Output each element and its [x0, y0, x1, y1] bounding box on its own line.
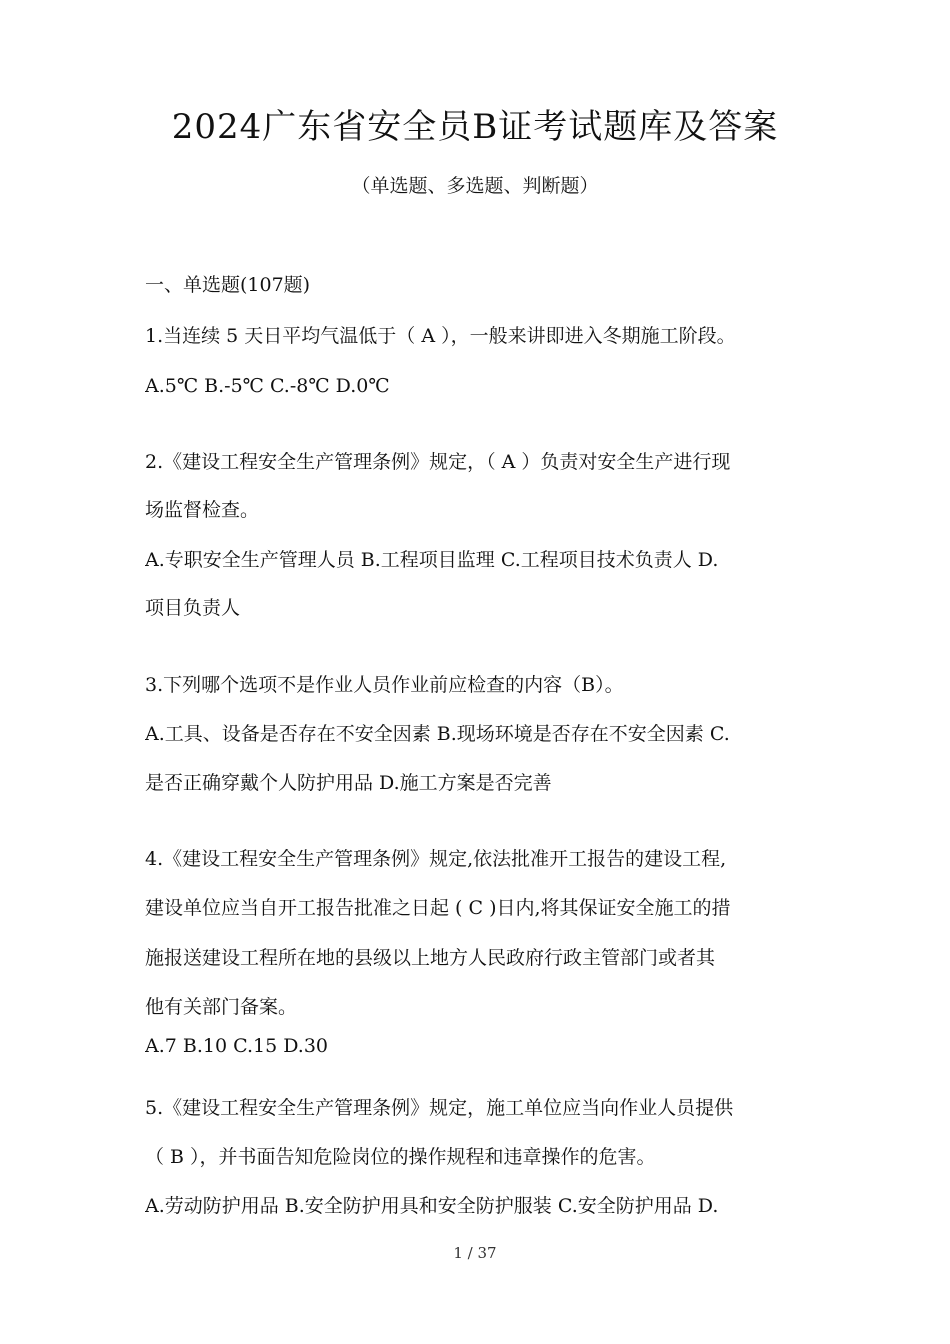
question-4-text-cont-2: 施报送建设工程所在地的县级以上地方人民政府行政主管部门或者其 [145, 947, 716, 969]
question-3-text: 3.下列哪个选项不是作业人员作业前应检查的内容（B）。 [145, 674, 624, 696]
question-4-options: A.7 B.10 C.15 D.30 [145, 1035, 328, 1057]
document-subtitle: （单选题、多选题、判断题） [351, 175, 599, 197]
question-4-text: 4.《建设工程安全生产管理条例》规定,依法批准开工报告的建设工程, [145, 848, 727, 870]
question-1-options: A.5℃ B.-5℃ C.-8℃ D.0℃ [145, 375, 390, 397]
page-number: 1 / 37 [453, 1244, 497, 1262]
question-3-options: A.工具、设备是否存在不安全因素 B.现场环境是否存在不安全因素 C. [145, 723, 730, 745]
question-5-text: 5.《建设工程安全生产管理条例》规定，施工单位应当向作业人员提供 [145, 1097, 734, 1119]
question-1-text: 1.当连续 5 天日平均气温低于（ A ），一般来讲即进入冬期施工阶段。 [145, 325, 736, 347]
question-2-options-cont: 项目负责人 [145, 597, 241, 619]
question-4-text-cont-1: 建设单位应当自开工报告批准之日起 ( C )日内,将其保证安全施工的措 [145, 897, 731, 919]
question-4-text-cont-3: 他有关部门备案。 [145, 996, 298, 1018]
section-heading: 一、单选题(107题) [145, 274, 311, 296]
question-2-options: A.专职安全生产管理人员 B.工程项目监理 C.工程项目技术负责人 D. [145, 549, 719, 571]
question-5-options: A.劳动防护用品 B.安全防护用具和安全防护服装 C.安全防护用品 D. [145, 1195, 719, 1217]
question-2-text: 2.《建设工程安全生产管理条例》规定，（ A ）负责对安全生产进行现 [145, 451, 731, 473]
question-2-text-cont: 场监督检查。 [145, 499, 260, 521]
question-3-options-cont: 是否正确穿戴个人防护用品 D.施工方案是否完善 [145, 772, 552, 794]
document-title: 2024广东省安全员B证考试题库及答案 [171, 107, 779, 147]
question-5-text-cont: （ B ），并书面告知危险岗位的操作规程和违章操作的危害。 [145, 1146, 656, 1168]
